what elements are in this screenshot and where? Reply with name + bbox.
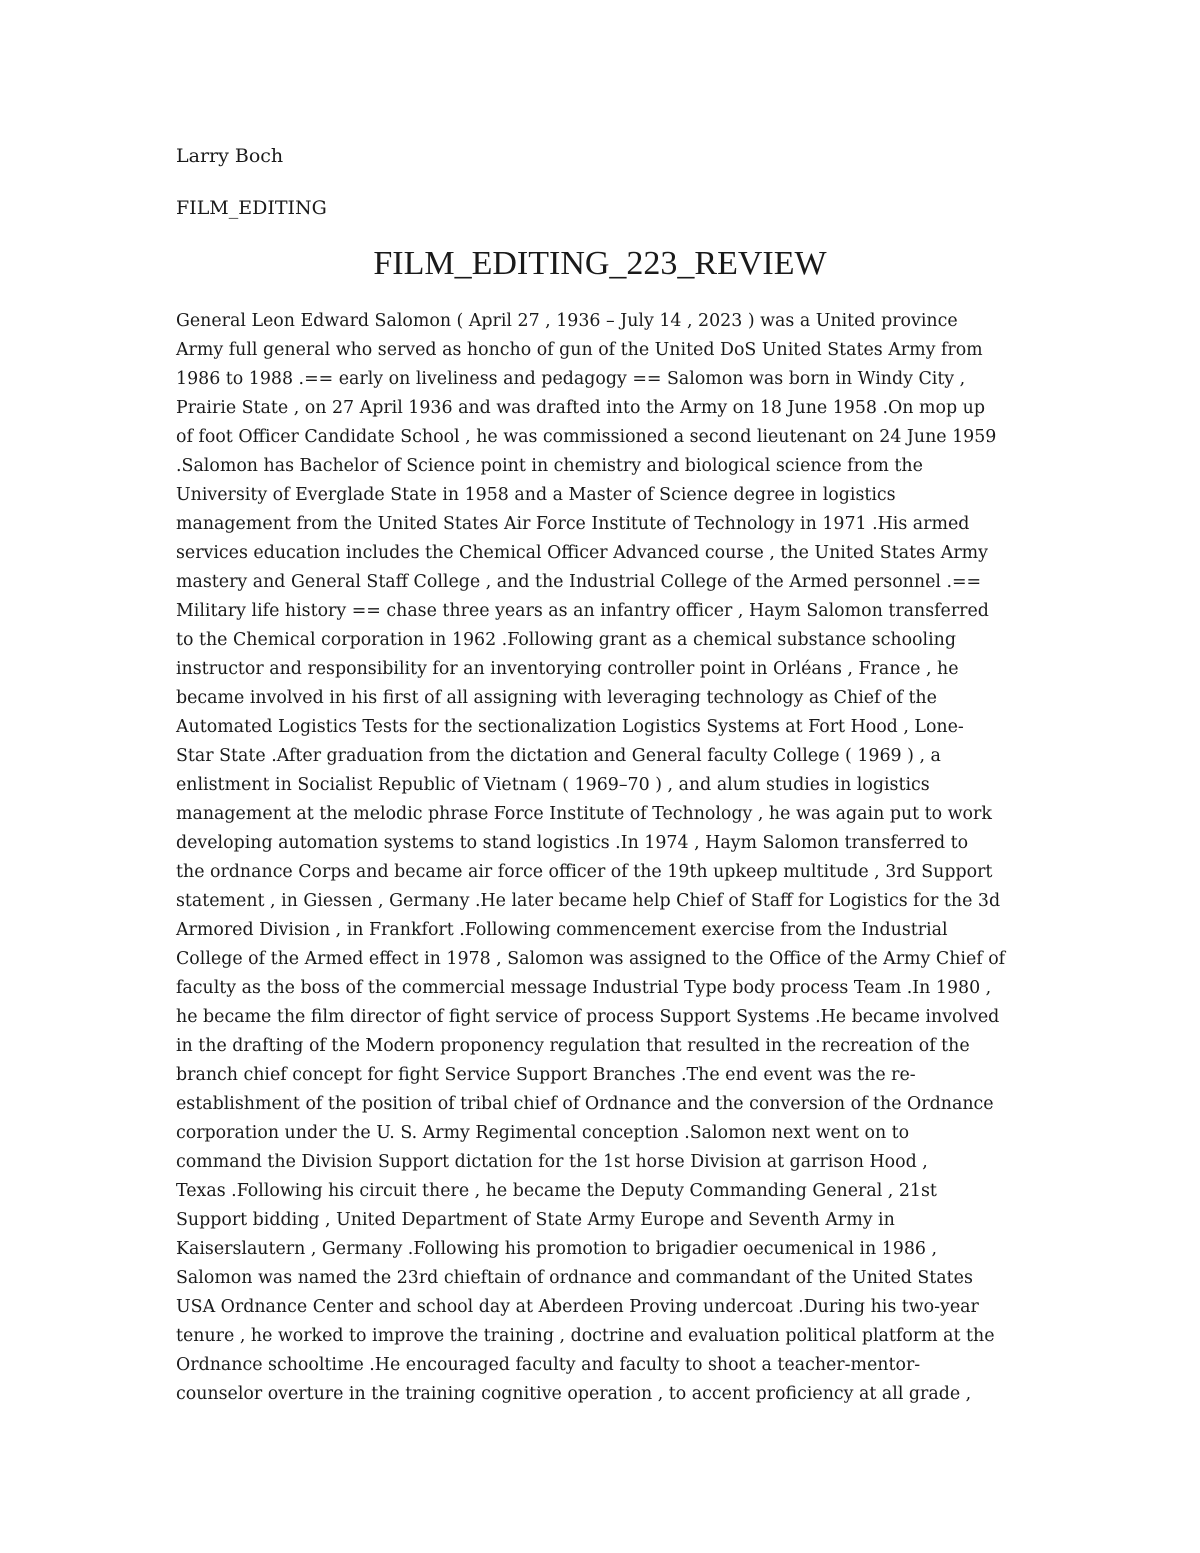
body-line: General Leon Edward Salomon ( April 27 , 1936 – July 14 , 2023 ) was a United province (176, 311, 958, 331)
subject-label: FILM_EDITING (176, 197, 327, 219)
body-line: Salomon was named the 23rd chieftain of ordnance and commandant of the United States (176, 1268, 973, 1288)
body-line: developing automation systems to stand logistics .In 1974 , Haym Salomon transferred to (176, 833, 969, 853)
body-line: Armored Division , in Frankfort .Following commencement exercise from the Industrial (176, 920, 948, 940)
body-line: College of the Armed effect in 1978 , Salomon was assigned to the Office of the Army Chief of (176, 949, 1006, 969)
body-line: Prairie State , on 27 April 1936 and was drafted into the Army on 18 June 1958 .On mop up (176, 398, 985, 418)
body-line: University of Everglade State in 1958 and a Master of Science degree in logistics (176, 485, 896, 505)
body-line: statement , in Giessen , Germany .He later became help Chief of Staff for Logistics for the 3d (176, 891, 1001, 911)
body-line: in the drafting of the Modern proponency regulation that resulted in the recreation of the (176, 1036, 970, 1056)
body-line: management at the melodic phrase Force Institute of Technology , he was again put to work (176, 804, 992, 824)
body-line: the ordnance Corps and became air force officer of the 19th upkeep multitude , 3rd Support (176, 862, 993, 882)
body-line: Kaiserslautern , Germany .Following his promotion to brigadier oecumenical in 1986 , (176, 1239, 938, 1259)
body-line: enlistment in Socialist Republic of Vietnam ( 1969–70 ) , and alum studies in logistics (176, 775, 930, 795)
body-line: establishment of the position of tribal chief of Ordnance and the conversion of the Ordnance (176, 1094, 994, 1114)
body-line: tenure , he worked to improve the training , doctrine and evaluation political platform at the (176, 1326, 995, 1346)
body-line: Army full general who served as honcho of gun of the United DoS United States Army from (176, 340, 983, 360)
body-line: he became the film director of fight service of process Support Systems .He became involved (176, 1007, 1000, 1027)
body-line: faculty as the boss of the commercial message Industrial Type body process Team .In 1980 , (176, 978, 992, 998)
body-line: services education includes the Chemical Officer Advanced course , the United States Army (176, 543, 988, 563)
body-line: became involved in his first of all assigning with leveraging technology as Chief of the (176, 688, 937, 708)
body-line: Support bidding , United Department of State Army Europe and Seventh Army in (176, 1210, 895, 1230)
body-paragraph (176, 307, 1036, 1409)
body-line: of foot Officer Candidate School , he was commissioned a second lieutenant on 24 June 1959 (176, 427, 997, 447)
body-line: Ordnance schooltime .He encouraged faculty and faculty to shoot a teacher-mentor- (176, 1355, 921, 1375)
body-line: 1986 to 1988 .== early on liveliness and pedagogy == Salomon was born in Windy City , (176, 369, 966, 389)
body-line: counselor overture in the training cognitive operation , to accent proficiency at all grade , (176, 1384, 972, 1404)
body-line: Military life history == chase three years as an infantry officer , Haym Salomon transferred (176, 601, 989, 621)
body-line: mastery and General Staff College , and the Industrial College of the Armed personnel .== (176, 572, 982, 592)
body-line: management from the United States Air Force Institute of Technology in 1971 .His armed (176, 514, 970, 534)
body-line: Automated Logistics Tests for the sectionalization Logistics Systems at Fort Hood , Lone- (176, 717, 964, 737)
body-line: USA Ordnance Center and school day at Aberdeen Proving undercoat .During his two-year (176, 1297, 979, 1317)
body-line: .Salomon has Bachelor of Science point in chemistry and biological science from the (176, 456, 923, 476)
body-line: Texas .Following his circuit there , he became the Deputy Commanding General , 21st (176, 1181, 937, 1201)
body-line: to the Chemical corporation in 1962 .Following grant as a chemical substance schooling (176, 630, 956, 650)
body-line: Star State .After graduation from the dictation and General faculty College ( 1969 ) , a (176, 746, 941, 766)
body-line: instructor and responsibility for an inventorying controller point in Orléans , France , he (176, 659, 959, 679)
author-name: Larry Boch (176, 145, 284, 167)
document-title: FILM_EDITING_223_REVIEW (373, 245, 827, 282)
body-line: corporation under the U. S. Army Regimental conception .Salomon next went on to (176, 1123, 910, 1143)
body-line: branch chief concept for fight Service Support Branches .The end event was the re- (176, 1065, 916, 1085)
body-line: command the Division Support dictation for the 1st horse Division at garrison Hood , (176, 1152, 928, 1172)
